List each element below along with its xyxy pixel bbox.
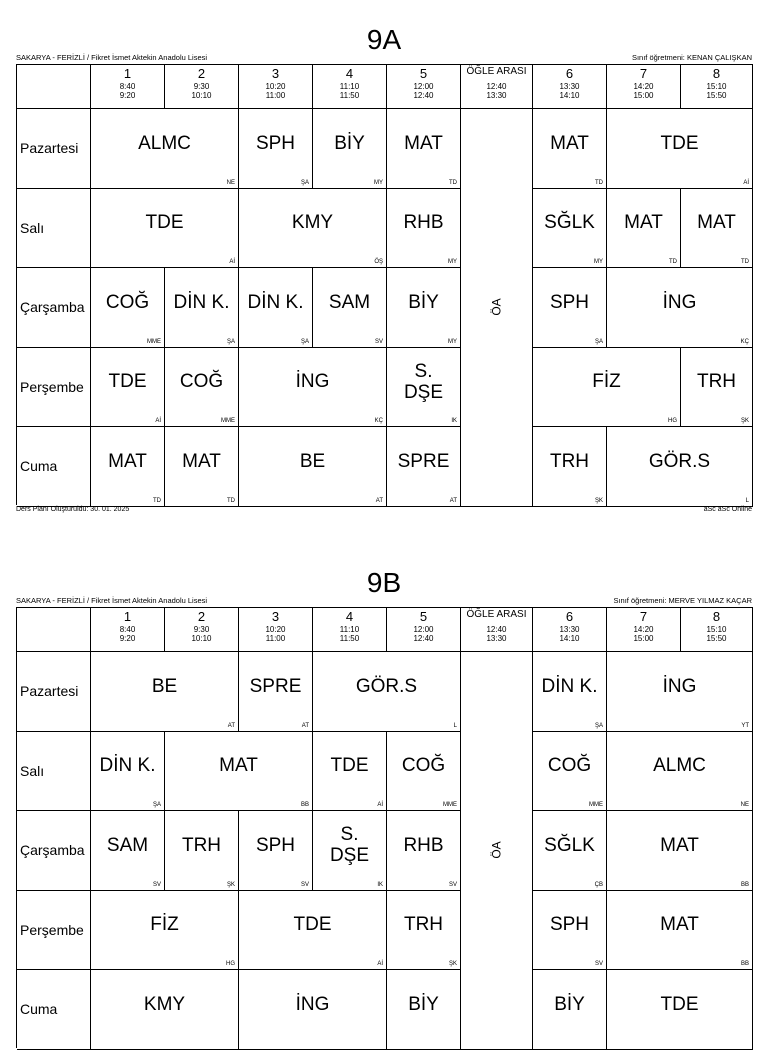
- period-header-6: [533, 608, 607, 652]
- period-header-7: [607, 65, 681, 109]
- period-number: 3: [271, 609, 280, 624]
- day-label: Çarşamba: [17, 811, 91, 891]
- period-number: 1: [123, 609, 132, 624]
- lesson-subject: S. DŞE: [329, 824, 370, 867]
- lesson-teacher: HG: [668, 418, 677, 424]
- lesson-cell: [607, 811, 753, 891]
- lesson-teacher: ŞA: [300, 338, 309, 345]
- lesson-teacher: MME: [589, 802, 603, 808]
- day-label: Pazartesi: [17, 109, 91, 189]
- period-number: 6: [565, 609, 574, 624]
- lunch-label: ÖĞLE ARASI: [466, 66, 527, 77]
- lesson-subject: BE: [299, 450, 326, 472]
- lesson-cell: [387, 891, 461, 971]
- lesson-teacher: TD: [595, 179, 603, 186]
- lesson-teacher: SV: [300, 881, 309, 888]
- period-number: 6: [565, 66, 574, 81]
- class-title: 9A: [366, 24, 402, 55]
- lesson-teacher: Aİ: [155, 418, 161, 424]
- lesson-cell: [607, 652, 753, 732]
- lesson-subject: BİY: [334, 132, 365, 154]
- lesson-cell: [533, 189, 607, 269]
- lesson-subject: BİY: [408, 993, 439, 1015]
- period-end: 14:10: [559, 634, 580, 643]
- lesson-cell: [313, 652, 461, 732]
- lesson-subject: TDE: [145, 212, 184, 234]
- period-start: 12:00: [413, 625, 434, 634]
- period-start: 8:40: [119, 82, 136, 91]
- lunch-header: [461, 65, 533, 109]
- lesson-cell: [681, 348, 753, 428]
- lesson-subject: DİN K.: [173, 291, 230, 313]
- lesson-cell: [313, 732, 387, 812]
- lesson-cell: [91, 970, 239, 1050]
- lesson-subject: TDE: [293, 914, 332, 936]
- lesson-cell: [165, 268, 239, 348]
- period-start: 15:10: [706, 82, 727, 91]
- period-end: 10:10: [191, 91, 212, 100]
- period-number: 2: [197, 66, 206, 81]
- lesson-cell: [91, 811, 165, 891]
- lesson-subject: FİZ: [592, 371, 621, 393]
- lesson-teacher: IK: [377, 881, 383, 888]
- lesson-subject: TRH: [696, 371, 737, 393]
- lesson-teacher: TD: [153, 497, 161, 504]
- lesson-subject: TDE: [660, 132, 699, 154]
- lesson-teacher: ŞA: [152, 802, 161, 808]
- lesson-subject: KMY: [143, 993, 186, 1015]
- period-end: 12:40: [413, 91, 434, 100]
- lesson-subject: ALMC: [138, 132, 191, 154]
- lesson-teacher: TD: [449, 179, 457, 186]
- lesson-teacher: ÇB: [594, 881, 603, 888]
- lesson-subject: BE: [151, 675, 178, 697]
- period-end: 15:00: [633, 91, 654, 100]
- lesson-teacher: AT: [449, 497, 457, 504]
- lesson-cell: [533, 652, 607, 732]
- day-label: Pazartesi: [17, 652, 91, 732]
- period-end: 11:00: [265, 91, 286, 100]
- lesson-teacher: ŞK: [740, 418, 749, 424]
- lesson-teacher: NE: [226, 179, 235, 186]
- lesson-cell: [533, 891, 607, 971]
- lesson-teacher: ŞA: [226, 338, 235, 345]
- lesson-subject: MAT: [550, 132, 589, 154]
- lesson-subject: BİY: [408, 291, 439, 313]
- period-end: 15:00: [633, 634, 654, 643]
- period-number: 5: [419, 66, 428, 81]
- lunch-short-label: ÖA: [489, 298, 504, 316]
- period-header-5: [387, 608, 461, 652]
- period-header-4: [313, 608, 387, 652]
- lesson-cell: [533, 427, 607, 507]
- lesson-teacher: ŞA: [594, 338, 603, 345]
- timetable-grid: [16, 64, 753, 505]
- lesson-teacher: AT: [301, 722, 309, 729]
- lesson-cell: [313, 109, 387, 189]
- lesson-teacher: MY: [374, 179, 383, 186]
- period-start: 13:30: [559, 625, 580, 634]
- period-end: 11:50: [339, 634, 360, 643]
- lesson-cell: [165, 348, 239, 428]
- lesson-cell: [387, 732, 461, 812]
- period-header-2: [165, 608, 239, 652]
- lesson-cell: [91, 348, 165, 428]
- lesson-cell: [387, 109, 461, 189]
- lunch-end: 13:30: [486, 91, 507, 100]
- lesson-cell: [607, 189, 681, 269]
- lesson-subject: TRH: [181, 834, 222, 856]
- lesson-subject: COĞ: [401, 755, 446, 777]
- lesson-cell: [387, 268, 461, 348]
- lesson-subject: DİN K.: [99, 755, 156, 777]
- lesson-teacher: ŞK: [226, 881, 235, 888]
- lesson-cell: [165, 427, 239, 507]
- period-start: 11:10: [339, 82, 360, 91]
- period-end: 11:50: [339, 91, 360, 100]
- period-end: 9:20: [119, 91, 136, 100]
- day-label: Salı: [17, 189, 91, 269]
- school-name: SAKARYA - FERİZLİ / Fikret İsmet Aktekin Anadolu Lisesi: [16, 53, 208, 62]
- lesson-subject: MAT: [182, 450, 221, 472]
- lesson-subject: SĞLK: [544, 834, 595, 856]
- generated-date: Ders Planı Oluşturuldu: 30. 01. 2025: [16, 506, 130, 513]
- homeroom-teacher: Sınıf öğretmeni: KENAN ÇALIŞKAN: [631, 53, 752, 62]
- period-number: 1: [123, 66, 132, 81]
- period-number: 5: [419, 609, 428, 624]
- lesson-cell: [533, 348, 681, 428]
- lesson-teacher: SV: [374, 338, 383, 345]
- lesson-teacher: KÇ: [374, 418, 383, 424]
- period-start: 10:20: [265, 82, 286, 91]
- lesson-subject: SPRE: [397, 450, 450, 472]
- lesson-subject: İNG: [662, 291, 697, 313]
- lesson-cell: [91, 109, 239, 189]
- lesson-subject: İNG: [662, 675, 697, 697]
- lesson-teacher: ŞA: [300, 179, 309, 186]
- lesson-teacher: TD: [669, 259, 677, 265]
- lesson-subject: SPH: [255, 834, 296, 856]
- lesson-cell: [533, 811, 607, 891]
- period-header-5: [387, 65, 461, 109]
- period-header-3: [239, 608, 313, 652]
- lunch-start: 12:40: [486, 82, 507, 91]
- lesson-teacher: TD: [741, 259, 749, 265]
- lesson-cell: [91, 652, 239, 732]
- period-header-8: [681, 608, 753, 652]
- period-number: 2: [197, 609, 206, 624]
- period-header-8: [681, 65, 753, 109]
- lesson-subject: COĞ: [105, 291, 150, 313]
- lesson-cell: [681, 189, 753, 269]
- period-number: 3: [271, 66, 280, 81]
- day-label: Cuma: [17, 970, 91, 1050]
- lesson-cell: [91, 268, 165, 348]
- lunch-start: 12:40: [486, 625, 507, 634]
- period-end: 10:10: [191, 634, 212, 643]
- lesson-cell: [239, 811, 313, 891]
- lesson-teacher: Aİ: [377, 961, 383, 967]
- lesson-cell: [387, 427, 461, 507]
- period-start: 13:30: [559, 82, 580, 91]
- lesson-teacher: SV: [152, 881, 161, 888]
- day-label: Salı: [17, 732, 91, 812]
- period-header-7: [607, 608, 681, 652]
- lunch-header: [461, 608, 533, 652]
- period-header-2: [165, 65, 239, 109]
- lesson-teacher: BB: [740, 961, 749, 967]
- lesson-cell: [91, 891, 239, 971]
- period-header-4: [313, 65, 387, 109]
- homeroom-teacher: Sınıf öğretmeni: MERVE YILMAZ KAÇAR: [613, 596, 752, 605]
- lesson-teacher: BB: [740, 881, 749, 888]
- lesson-subject: GÖR.S: [648, 450, 711, 472]
- lunch-column: [461, 109, 533, 507]
- lesson-subject: COĞ: [547, 755, 592, 777]
- lesson-subject: MAT: [108, 450, 147, 472]
- period-header-1: [91, 65, 165, 109]
- period-end: 12:40: [413, 634, 434, 643]
- period-start: 8:40: [119, 625, 136, 634]
- lesson-cell: [313, 811, 387, 891]
- lesson-subject: SĞLK: [544, 212, 595, 234]
- lesson-teacher: ŞK: [594, 497, 603, 504]
- lesson-cell: [607, 268, 753, 348]
- lesson-teacher: KÇ: [740, 338, 749, 345]
- period-number: 7: [639, 609, 648, 624]
- lesson-cell: [387, 811, 461, 891]
- lunch-column: [461, 652, 533, 1050]
- lesson-cell: [239, 427, 387, 507]
- lesson-teacher: Aİ: [377, 802, 383, 808]
- school-name: SAKARYA - FERİZLİ / Fikret İsmet Aktekin Anadolu Lisesi: [16, 596, 208, 605]
- period-end: 15:50: [706, 634, 727, 643]
- lesson-subject: TDE: [660, 993, 699, 1015]
- lesson-subject: MAT: [404, 132, 443, 154]
- period-header-1: [91, 608, 165, 652]
- day-label: Çarşamba: [17, 268, 91, 348]
- period-start: 14:20: [633, 82, 654, 91]
- lesson-teacher: AT: [227, 722, 235, 729]
- day-label: Cuma: [17, 427, 91, 507]
- lesson-teacher: AT: [375, 497, 383, 504]
- day-label: Perşembe: [17, 891, 91, 971]
- lesson-teacher: NE: [740, 802, 749, 808]
- day-label: Perşembe: [17, 348, 91, 428]
- lesson-cell: [607, 970, 753, 1050]
- lesson-subject: MAT: [219, 755, 258, 777]
- lunch-short-label: ÖA: [489, 841, 504, 859]
- lesson-teacher: ŞK: [448, 961, 457, 967]
- lesson-subject: SPRE: [249, 675, 302, 697]
- lesson-subject: COĞ: [179, 371, 224, 393]
- lunch-label: ÖĞLE ARASI: [466, 609, 527, 620]
- lesson-subject: TRH: [549, 450, 590, 472]
- lesson-cell: [313, 268, 387, 348]
- lesson-teacher: L: [453, 722, 457, 729]
- lesson-cell: [533, 268, 607, 348]
- lesson-cell: [607, 109, 753, 189]
- lesson-cell: [387, 970, 461, 1050]
- period-start: 9:30: [193, 82, 210, 91]
- period-header-3: [239, 65, 313, 109]
- lesson-cell: [239, 652, 313, 732]
- lesson-cell: [607, 427, 753, 507]
- lesson-cell: [607, 891, 753, 971]
- lesson-subject: RHB: [403, 212, 444, 234]
- lesson-teacher: IK: [451, 418, 457, 424]
- lesson-subject: MAT: [660, 914, 699, 936]
- lesson-cell: [607, 732, 753, 812]
- lesson-teacher: MME: [443, 802, 457, 808]
- lesson-subject: İNG: [295, 371, 330, 393]
- lesson-teacher: MY: [594, 259, 603, 265]
- lesson-teacher: Aİ: [229, 259, 235, 265]
- brand-label: aSc aSc Online: [703, 506, 752, 513]
- class-title: 9B: [366, 567, 402, 598]
- lesson-teacher: SV: [594, 961, 603, 967]
- period-start: 10:20: [265, 625, 286, 634]
- lesson-cell: [165, 732, 313, 812]
- lesson-teacher: ŞA: [594, 722, 603, 729]
- lesson-teacher: MME: [147, 338, 161, 345]
- period-number: 8: [712, 609, 721, 624]
- lesson-subject: SPH: [255, 132, 296, 154]
- lesson-teacher: YT: [741, 722, 749, 729]
- period-number: 8: [712, 66, 721, 81]
- lesson-teacher: HG: [226, 961, 235, 967]
- period-start: 11:10: [339, 625, 360, 634]
- lesson-teacher: SV: [448, 881, 457, 888]
- lesson-cell: [239, 189, 387, 269]
- lesson-subject: TDE: [108, 371, 147, 393]
- lesson-teacher: Aİ: [743, 179, 749, 186]
- lesson-subject: RHB: [403, 834, 444, 856]
- period-start: 9:30: [193, 625, 210, 634]
- lesson-subject: TRH: [403, 914, 444, 936]
- lesson-subject: MAT: [660, 834, 699, 856]
- lesson-cell: [239, 970, 387, 1050]
- lesson-cell: [533, 109, 607, 189]
- period-header-6: [533, 65, 607, 109]
- lesson-cell: [239, 348, 387, 428]
- lesson-cell: [91, 189, 239, 269]
- period-start: 15:10: [706, 625, 727, 634]
- lesson-subject: MAT: [624, 212, 663, 234]
- lesson-teacher: MY: [448, 259, 457, 265]
- lesson-subject: SAM: [106, 834, 149, 856]
- period-end: 9:20: [119, 634, 136, 643]
- lesson-subject: GÖR.S: [355, 675, 418, 697]
- lesson-subject: İNG: [295, 993, 330, 1015]
- lesson-subject: SAM: [328, 291, 371, 313]
- period-end: 14:10: [559, 91, 580, 100]
- period-number: 7: [639, 66, 648, 81]
- period-end: 15:50: [706, 91, 727, 100]
- lesson-teacher: MY: [448, 338, 457, 345]
- lesson-teacher: L: [745, 497, 749, 504]
- lesson-subject: TDE: [330, 755, 369, 777]
- lesson-subject: BİY: [554, 993, 585, 1015]
- lesson-teacher: ÖŞ: [374, 259, 383, 265]
- lesson-cell: [91, 732, 165, 812]
- corner-cell: [17, 608, 91, 652]
- lesson-cell: [387, 189, 461, 269]
- period-number: 4: [345, 609, 354, 624]
- lunch-end: 13:30: [486, 634, 507, 643]
- timetable-grid: [16, 607, 753, 1048]
- lesson-teacher: BB: [300, 802, 309, 808]
- lesson-subject: KMY: [291, 212, 334, 234]
- lesson-subject: FİZ: [150, 914, 179, 936]
- corner-cell: [17, 65, 91, 109]
- period-start: 12:00: [413, 82, 434, 91]
- lesson-cell: [91, 427, 165, 507]
- lesson-teacher: TD: [227, 497, 235, 504]
- lesson-subject: SPH: [549, 291, 590, 313]
- lesson-subject: S. DŞE: [403, 360, 444, 403]
- lesson-cell: [239, 268, 313, 348]
- lesson-cell: [533, 970, 607, 1050]
- lesson-subject: ALMC: [653, 755, 706, 777]
- lesson-subject: SPH: [549, 914, 590, 936]
- lesson-subject: MAT: [697, 212, 736, 234]
- lesson-cell: [165, 811, 239, 891]
- period-start: 14:20: [633, 625, 654, 634]
- lesson-cell: [239, 891, 387, 971]
- period-number: 4: [345, 66, 354, 81]
- lesson-teacher: MME: [221, 418, 235, 424]
- lesson-cell: [239, 109, 313, 189]
- lesson-cell: [387, 348, 461, 428]
- lesson-subject: DİN K.: [247, 291, 304, 313]
- lesson-subject: DİN K.: [541, 675, 598, 697]
- lesson-cell: [533, 732, 607, 812]
- period-end: 11:00: [265, 634, 286, 643]
